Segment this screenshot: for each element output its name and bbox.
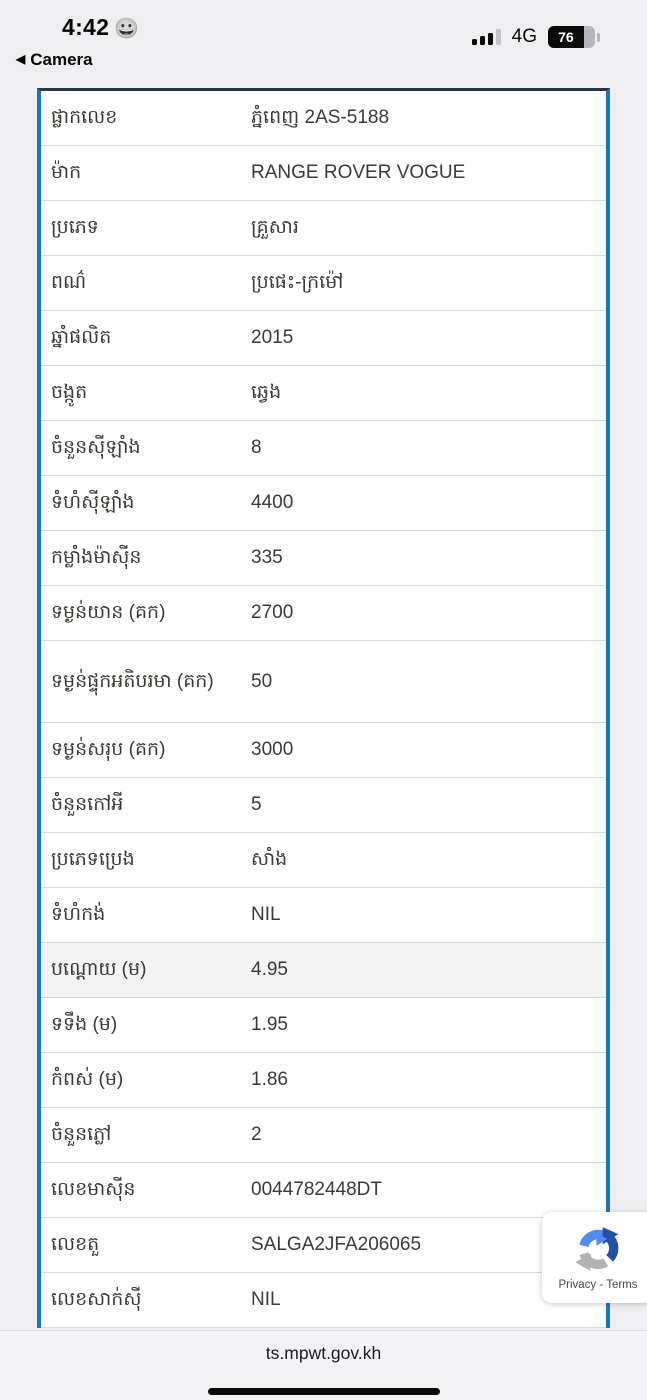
table-row (41, 91, 606, 146)
table-row (41, 723, 606, 778)
field-label: លេខមាស៊ីន (51, 1179, 136, 1201)
table-row (41, 1163, 606, 1218)
field-label: កំពស់ (ម) (51, 1069, 124, 1091)
table-row (41, 778, 606, 833)
field-value: RANGE ROVER VOGUE (251, 162, 466, 184)
field-label: ចំនួនកៅអី (51, 794, 124, 816)
table-row (41, 943, 606, 998)
field-label: ឆ្នាំផលិត (51, 327, 112, 349)
table-row (41, 586, 606, 641)
status-bar (0, 0, 647, 88)
field-label: ប្រភេទ (51, 217, 99, 239)
field-label: ប្រភេទប្រេង (51, 849, 135, 871)
table-row (41, 476, 606, 531)
table-row (41, 1108, 606, 1163)
table-row (41, 1053, 606, 1108)
recaptcha-badge[interactable] (542, 1212, 647, 1303)
table-row (41, 998, 606, 1053)
table-row (41, 256, 606, 311)
field-value: 335 (251, 547, 283, 569)
table-row (41, 146, 606, 201)
field-label: ទម្ងន់សរុប (គក) (51, 739, 166, 761)
field-label: ទំហំស៊ីឡាំង (51, 492, 135, 514)
field-label: កម្លាំងម៉ាស៊ីន (51, 547, 142, 569)
field-label: ចង្កូត (51, 382, 88, 404)
table-row (41, 888, 606, 943)
vehicle-info-table (37, 88, 610, 1328)
field-label: ចំនួនស៊ីឡាំង (51, 437, 141, 459)
field-value: 3000 (251, 739, 294, 761)
field-label: លេខតួ (51, 1234, 100, 1256)
table-row (41, 421, 606, 476)
back-label: Camera (30, 50, 93, 69)
url-address-label[interactable]: ts.mpwt.gov.kh (265, 1343, 382, 1363)
table-row (41, 366, 606, 421)
field-value: 50 (251, 670, 273, 692)
field-value: NIL (251, 1289, 281, 1311)
network-type-label: 4G (511, 26, 537, 47)
back-arrow-icon: ◀ (16, 52, 26, 66)
field-label: បណ្ដោយ (ម) (51, 959, 147, 981)
table-row (41, 201, 606, 256)
signal-strength-icon (472, 29, 501, 45)
field-value: SALGA2JFA206065 (251, 1234, 422, 1256)
field-value: 1.95 (251, 1014, 288, 1036)
battery-cap (597, 33, 600, 42)
grinning-face-emoji: 😀 (114, 18, 140, 40)
field-value: ប្រផេះ-ក្រម៉ៅ (251, 272, 344, 294)
field-value: 8 (251, 437, 262, 459)
table-row (41, 641, 606, 723)
field-value: 2 (251, 1124, 262, 1146)
table-row (41, 833, 606, 888)
field-value: 4400 (251, 492, 294, 514)
field-label: ពណ៌ (51, 272, 87, 294)
home-indicator[interactable] (208, 1388, 440, 1395)
field-value: 5 (251, 794, 262, 816)
field-value: NIL (251, 904, 281, 926)
field-value: 4.95 (251, 959, 288, 981)
field-label: ចំនួនភ្លៅ (51, 1124, 112, 1146)
field-label: ផ្លាកលេខ (51, 107, 118, 129)
field-value: 1.86 (251, 1069, 288, 1091)
status-time (62, 14, 139, 41)
battery-icon (548, 26, 595, 48)
field-label: ទទឹង (ម) (51, 1014, 118, 1036)
status-bar-right (472, 26, 600, 48)
table-row (41, 531, 606, 586)
field-label: ម៉ាក (51, 162, 82, 184)
field-label: ទម្ងន់ផ្ទុកអតិបរមា (គក) (51, 670, 214, 692)
table-row (41, 311, 606, 366)
field-value: 0044782448DT (251, 1179, 382, 1201)
table-row (41, 1273, 606, 1328)
field-value: ឆ្វេង (251, 382, 282, 404)
table-row (41, 1218, 606, 1273)
field-value: គ្រួសារ (251, 217, 299, 239)
time-text: 4:42 (62, 14, 110, 40)
field-value: សាំង (251, 849, 288, 871)
battery-percent-label: 76 (558, 29, 574, 45)
recaptcha-privacy-terms[interactable]: Privacy - Terms (558, 1279, 638, 1291)
back-to-camera-button[interactable] (16, 50, 93, 70)
field-label: លេខសាក់ស៊ី (51, 1289, 142, 1311)
field-label: ទម្ងន់យាន (គក) (51, 602, 166, 624)
field-label: ទំហំកង់ (51, 904, 106, 926)
field-value: ភ្នំពេញ 2AS-5188 (251, 107, 390, 129)
recaptcha-logo-icon (573, 1224, 623, 1274)
field-value: 2700 (251, 602, 294, 624)
field-value: 2015 (251, 327, 294, 349)
browser-bottom-bar (0, 1330, 647, 1400)
